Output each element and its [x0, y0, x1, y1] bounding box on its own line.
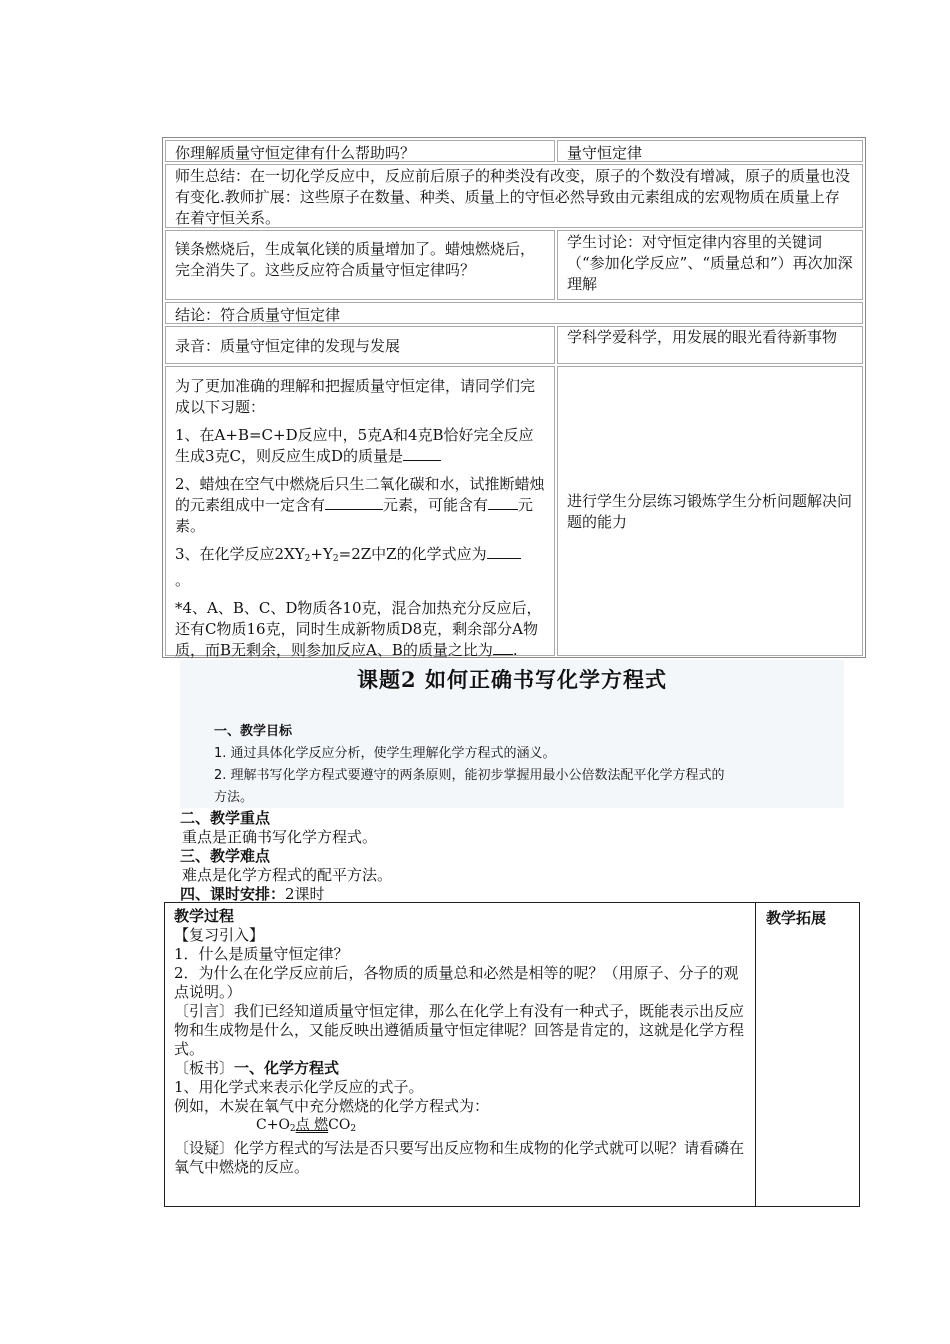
cell-text: 量守恒定律	[567, 144, 643, 162]
table-cell	[557, 326, 863, 364]
review-intro: 【复习引入】	[174, 926, 265, 944]
exercise-2: 2、蜡烛在空气中燃烧后只生二氧化碳和水，试推断蜡烛的元素组成中一定含有 元素，可能含有 元素。	[175, 475, 545, 535]
question-paragraph: 〔设疑〕化学方程式的写法是否只要写出反应物和生成物的化学式就可以呢？请看磷在氧气中燃烧的反应。	[174, 1139, 745, 1176]
extension-heading: 教学拓展	[766, 909, 827, 927]
exercise-4: *4、A、B、C、D物质各10克，混合加热充分反应后，还有C物质16克，同时生成新物质D8克，剩余部分A物质，而B无剩余，则参加反应A、B的质量之比为 .	[175, 599, 542, 659]
table-cell	[165, 326, 555, 364]
exercise-3: 3、在化学反应$2XY_2+Y_2=2Z$中Z的化学式应为 。	[175, 544, 545, 591]
key-heading: 二、教学重点	[180, 809, 271, 827]
goal-item-2: 2. 理解书写化学方程式要遵守的两条原则，能初步掌握用最小公倍数法配平化学方程式的	[214, 768, 725, 783]
lesson-table-top	[162, 137, 866, 658]
cell-text: 你理解质量守恒定律有什么帮助吗？	[175, 144, 416, 162]
question-2: 2．为什么在化学反应前后，各物质的质量总和必然是相等的呢？（用原子、分子的观点说明。）	[174, 964, 739, 1001]
difficulty-heading: 三、教学难点	[180, 847, 271, 865]
lesson-title: 课题2 如何正确书写化学方程式	[357, 667, 667, 692]
definition-line: 1、用化学式来表示化学反应的式子。	[174, 1078, 424, 1096]
table-cell	[165, 302, 863, 324]
goal-heading: 一、教学目标	[214, 724, 293, 739]
exercise-cell	[165, 366, 555, 659]
schedule-line: 四、课时安排：2课时	[180, 885, 325, 903]
question-1: 1．什么是质量守恒定律？	[174, 945, 349, 963]
cell-text: 进行学生分层练习锻炼学生分析问题解决问题的能力	[567, 492, 853, 531]
key-text: 重点是正确书写化学方程式。	[182, 828, 378, 846]
lesson-table-bottom	[164, 902, 860, 1207]
teaching-extension-cell	[756, 903, 859, 1206]
cell-text: 师生总结：在一切化学反应中，反应前后原子的种类没有改变，原子的个数没有增减，原子的质量也没有变化.教师扩展：这些原子在数量、种类、质量上的守恒必然导致由元素组成的宏观物质在质量上存在着守恒关系。	[175, 167, 851, 227]
cell-text: 镁条燃烧后，生成氧化镁的质量增加了。蜡烛燃烧后，完全消失了。这些反应符合质量守恒定律吗？	[175, 240, 536, 279]
board-heading: 〔板书〕一、化学方程式	[174, 1059, 340, 1077]
example-line: 例如，木炭在氧气中充分燃烧的化学方程式为：	[174, 1097, 490, 1115]
exercise-intro: 为了更加准确的理解和把握质量守恒定律，请同学们完成以下习题：	[175, 377, 536, 416]
cell-text: 录音：质量守恒定律的发现与发展	[175, 337, 401, 355]
table-cell	[165, 140, 555, 162]
teaching-process-cell	[165, 903, 756, 1206]
equation: $C+O_2$点 燃$CO_2$	[256, 1117, 357, 1134]
goal-item-1: 1. 通过具体化学反应分析，使学生理解化学方程式的涵义。	[214, 746, 556, 761]
table-cell	[557, 140, 863, 162]
table-cell	[165, 164, 863, 228]
exercise-1: 1、在A+B=C+D反应中，5克A和4克B恰好完全反应生成3克C，则反应生成D的质量是	[175, 426, 534, 465]
table-cell	[557, 230, 863, 300]
cell-text: 结论：符合质量守恒定律	[175, 306, 341, 324]
difficulty-text: 难点是化学方程式的配平方法。	[182, 866, 393, 884]
table-cell	[557, 366, 863, 656]
cell-text: 学生讨论：对守恒定律内容里的关键词（“参加化学反应”、“质量总和”）再次加深理解	[567, 233, 853, 293]
process-heading: 教学过程	[174, 907, 235, 925]
intro-paragraph: 〔引言〕我们已经知道质量守恒定律，那么在化学上有没有一种式子，既能表示出反应物和生成物是什么，又能反映出遵循质量守恒定律呢？回答是肯定的，这就是化学方程式。	[174, 1002, 745, 1058]
table-cell	[165, 230, 555, 300]
cell-text: 学科学爱科学，用发展的眼光看待新事物	[567, 328, 838, 346]
goal-item-2-cont: 方法。	[214, 790, 254, 805]
